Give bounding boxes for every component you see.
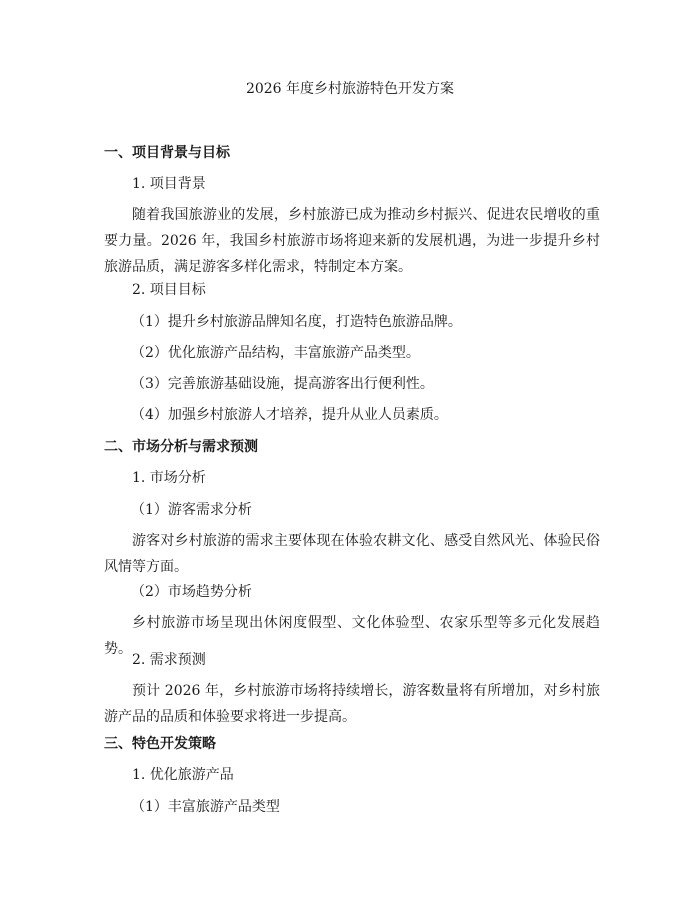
section-heading-2: 二、市场分析与需求预测 — [104, 439, 258, 455]
list-item: （1）丰富旅游产品类型 — [131, 799, 280, 815]
list-item: （4）加强乡村旅游人才培养，提升从业人员素质。 — [131, 407, 448, 423]
paragraph: 游客对乡村旅游的需求主要体现在体验农耕文化、感受自然风光、体验民俗风情等方面。 — [104, 533, 600, 575]
subsection-heading: 2. 需求预测 — [132, 652, 206, 668]
subsection-heading: 1. 市场分析 — [132, 470, 206, 486]
list-item: （1）提升乡村旅游品牌知名度，打造特色旅游品牌。 — [131, 314, 462, 330]
list-item: （2）市场趋势分析 — [131, 584, 252, 600]
list-item: （2）优化旅游产品结构，丰富旅游产品类型。 — [131, 345, 420, 361]
paragraph: 预计 2026 年，乡村旅游市场将持续增长，游客数量将有所增加，对乡村旅游产品的品质和体验要求将进一步提高。 — [104, 683, 600, 725]
section-heading-1: 一、项目背景与目标 — [104, 145, 230, 161]
paragraph: 乡村旅游市场呈现出休闲度假型、文化体验型、农家乐型等多元化发展趋势。 — [104, 615, 600, 657]
document-title: 2026 年度乡村旅游特色开发方案 — [245, 81, 455, 97]
section-heading-3: 三、特色开发策略 — [104, 736, 216, 752]
subsection-heading: 1. 优化旅游产品 — [132, 767, 234, 783]
subsection-heading: 1. 项目背景 — [132, 176, 206, 192]
subsection-heading: 2. 项目目标 — [132, 282, 206, 298]
list-item: （3）完善旅游基础设施，提高游客出行便利性。 — [131, 376, 434, 392]
list-item: （1）游客需求分析 — [131, 502, 252, 518]
paragraph: 随着我国旅游业的发展，乡村旅游已成为推动乡村振兴、促进农民增收的重要力量。2026 年，我国乡村旅游市场将迎来新的发展机遇，为进一步提升乡村旅游品质，满足游客多样化需求，特制定本方案。 — [104, 207, 600, 275]
